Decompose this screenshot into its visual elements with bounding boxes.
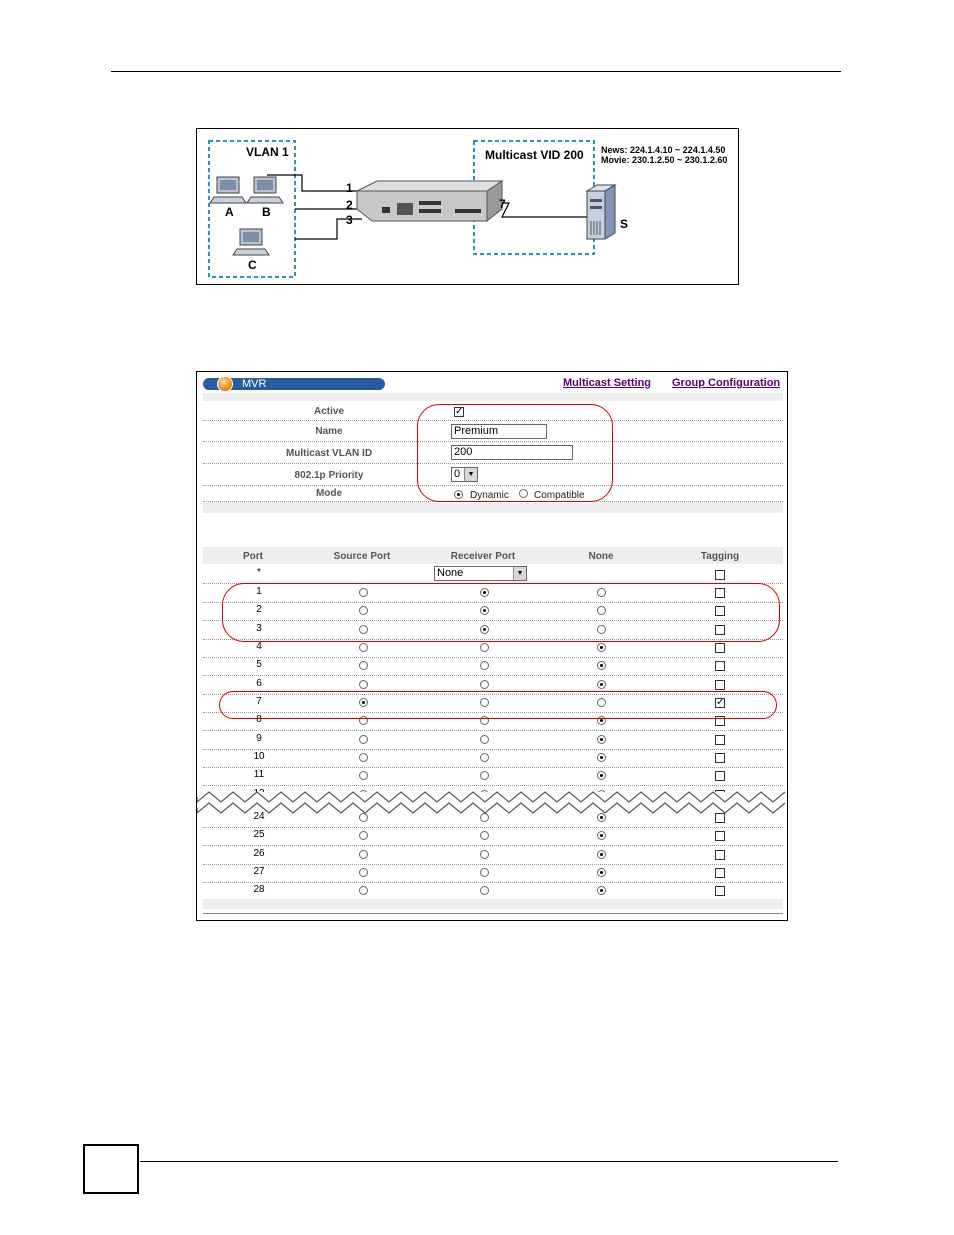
- tagging-checkbox[interactable]: [715, 886, 725, 896]
- port-number: 27: [253, 866, 265, 877]
- tagging-checkbox[interactable]: [715, 771, 725, 781]
- none-radio[interactable]: [597, 606, 606, 615]
- port-label-7: 7: [499, 197, 506, 211]
- source-port-radio[interactable]: [359, 680, 368, 689]
- table-row: [203, 827, 783, 846]
- source-port-radio[interactable]: [359, 606, 368, 615]
- table-row: [203, 749, 783, 768]
- movie-group-label: Movie: 230.1.2.50 ~ 230.1.2.60: [601, 155, 728, 165]
- host-label-a: A: [225, 205, 234, 219]
- name-input[interactable]: Premium: [451, 424, 547, 439]
- vlan-id-input[interactable]: 200: [451, 445, 573, 460]
- multicast-setting-link[interactable]: Multicast Setting: [563, 377, 652, 389]
- switch-icon: [357, 181, 502, 221]
- table-row: [203, 864, 783, 883]
- pc-a-icon: [210, 177, 246, 203]
- pc-c-icon: [233, 229, 269, 255]
- table-row: [203, 731, 783, 750]
- name-label: Name: [315, 426, 343, 437]
- tagging-checkbox[interactable]: [715, 735, 725, 745]
- port-number: 3: [256, 623, 262, 634]
- none-radio[interactable]: [597, 588, 606, 597]
- port-number: 1: [256, 586, 262, 597]
- receiver-port-radio[interactable]: [480, 643, 489, 652]
- server-icon: [587, 185, 615, 239]
- tagging-checkbox[interactable]: ✓: [716, 697, 725, 708]
- source-port-radio[interactable]: [359, 588, 368, 597]
- table-row: [203, 639, 783, 658]
- title-orb-icon: [217, 376, 233, 392]
- source-port-radio[interactable]: [359, 771, 368, 780]
- form-bottom-band: [203, 503, 783, 513]
- none-radio[interactable]: [597, 680, 606, 689]
- table-bottom-rule: [203, 913, 783, 914]
- port-number: 28: [253, 884, 265, 895]
- vlan-dashed-box: [209, 141, 295, 277]
- vlan-label: Multicast VLAN ID: [285, 448, 373, 459]
- server-label: S: [620, 217, 629, 231]
- source-port-radio[interactable]: [359, 735, 368, 744]
- table-row: [203, 584, 783, 603]
- port-number: 9: [256, 733, 262, 744]
- col-header-none: None: [588, 551, 614, 562]
- table-row: [203, 602, 783, 621]
- receiver-port-radio[interactable]: [480, 831, 489, 840]
- vlan-label: VLAN 1: [246, 145, 289, 159]
- source-port-radio[interactable]: [359, 886, 368, 895]
- table-row: [203, 621, 783, 640]
- port-number: 6: [256, 678, 262, 689]
- receiver-port-radio[interactable]: [480, 771, 489, 780]
- footer-rule: [140, 1161, 838, 1162]
- none-radio[interactable]: [597, 831, 606, 840]
- port-number: 10: [253, 751, 265, 762]
- source-port-radio[interactable]: [359, 625, 368, 634]
- active-label: Active: [313, 406, 344, 417]
- col-header-receiver: Receiver Port: [450, 551, 516, 562]
- source-port-radio[interactable]: [359, 643, 368, 652]
- page-title: MVR: [242, 378, 267, 390]
- receiver-port-radio[interactable]: [480, 680, 489, 689]
- table-row: [203, 767, 783, 786]
- port-number: 4: [256, 641, 262, 652]
- mvr-network-diagram: [196, 128, 739, 285]
- table-bottom-band: [203, 899, 783, 909]
- table-row: [203, 657, 783, 676]
- all-ports-select-value: None: [437, 567, 464, 579]
- mode-compatible-label: Compatible: [534, 490, 585, 501]
- table-row: [203, 712, 783, 731]
- all-ports-label: *: [257, 567, 261, 578]
- table-row: [203, 694, 783, 713]
- page-number-box: [83, 1144, 139, 1194]
- mvr-screen: [196, 371, 788, 921]
- col-header-tagging: Tagging: [700, 551, 740, 562]
- priority-select[interactable]: [451, 467, 478, 482]
- chevron-down-icon: ▼: [513, 567, 526, 580]
- priority-row: [203, 464, 783, 486]
- host-label-c: C: [248, 258, 257, 272]
- host-label-b: B: [262, 205, 271, 219]
- none-radio[interactable]: [597, 868, 606, 877]
- tagging-checkbox[interactable]: [715, 606, 725, 616]
- receiver-port-radio[interactable]: [480, 735, 489, 744]
- multicast-vid-label: Multicast VID 200: [485, 148, 584, 162]
- group-configuration-link[interactable]: Group Configuration: [672, 377, 781, 389]
- tagging-checkbox[interactable]: [715, 588, 725, 598]
- none-radio[interactable]: [597, 886, 606, 895]
- port-number: 26: [253, 848, 265, 859]
- none-radio[interactable]: [597, 735, 606, 744]
- port-number: 7: [256, 696, 262, 707]
- tagging-checkbox[interactable]: [715, 625, 725, 635]
- mode-dynamic-radio[interactable]: [454, 490, 463, 499]
- port-number: 2: [256, 604, 262, 615]
- receiver-port-radio[interactable]: [480, 868, 489, 877]
- priority-label: 802.1p Priority: [294, 470, 364, 481]
- port-label-2: 2: [346, 198, 353, 212]
- all-ports-select[interactable]: [434, 566, 527, 581]
- receiver-port-radio[interactable]: [480, 588, 489, 597]
- port-number: 25: [253, 829, 265, 840]
- port-number: 11: [253, 769, 265, 780]
- none-radio[interactable]: [597, 753, 606, 762]
- tagging-checkbox[interactable]: [715, 868, 725, 878]
- none-radio[interactable]: [597, 850, 606, 859]
- active-row: [203, 403, 783, 421]
- pc-b-icon: [247, 177, 283, 203]
- tagging-checkbox[interactable]: [715, 643, 725, 653]
- receiver-port-radio[interactable]: [480, 625, 489, 634]
- all-ports-tagging-checkbox[interactable]: [715, 570, 725, 580]
- source-port-radio[interactable]: [359, 868, 368, 877]
- table-row: [203, 676, 783, 695]
- col-header-port: Port: [243, 551, 263, 562]
- table-break-wave: [197, 788, 788, 818]
- source-port-radio[interactable]: [359, 661, 368, 670]
- receiver-port-radio[interactable]: [480, 698, 489, 707]
- table-row: [203, 846, 783, 865]
- receiver-port-radio[interactable]: [480, 850, 489, 859]
- source-port-radio[interactable]: [359, 716, 368, 725]
- none-radio[interactable]: [597, 698, 606, 707]
- port-number: 5: [256, 659, 262, 670]
- priority-value: 0: [454, 468, 461, 480]
- port-label-1: 1: [346, 181, 353, 195]
- tagging-checkbox[interactable]: [715, 680, 725, 690]
- tagging-checkbox[interactable]: [715, 831, 725, 841]
- source-port-radio[interactable]: [359, 850, 368, 859]
- port-number: 24: [253, 811, 265, 822]
- receiver-port-radio[interactable]: [480, 606, 489, 615]
- mode-dynamic-label: Dynamic: [470, 490, 509, 501]
- chevron-down-icon: ▼: [464, 468, 477, 481]
- tagging-checkbox[interactable]: [715, 850, 725, 860]
- receiver-port-radio[interactable]: [480, 716, 489, 725]
- mode-label: Mode: [315, 488, 343, 499]
- active-checkbox[interactable]: ✓: [455, 406, 464, 417]
- none-radio[interactable]: [597, 716, 606, 725]
- port-label-3: 3: [346, 213, 353, 227]
- source-port-radio[interactable]: [359, 698, 368, 707]
- source-port-radio[interactable]: [359, 753, 368, 762]
- tagging-checkbox[interactable]: [715, 661, 725, 671]
- source-port-radio[interactable]: [359, 831, 368, 840]
- mode-compatible-radio[interactable]: [519, 489, 528, 498]
- port-number: 8: [256, 714, 262, 725]
- news-group-label: News: 224.1.4.10 ~ 224.1.4.50: [601, 145, 726, 155]
- none-radio[interactable]: [597, 625, 606, 634]
- receiver-port-radio[interactable]: [480, 661, 489, 670]
- tagging-checkbox[interactable]: [715, 753, 725, 763]
- col-header-source: Source Port: [333, 551, 391, 562]
- form-top-band: [203, 393, 783, 401]
- none-radio[interactable]: [597, 661, 606, 670]
- tagging-checkbox[interactable]: [715, 716, 725, 726]
- receiver-port-radio[interactable]: [480, 753, 489, 762]
- receiver-port-radio[interactable]: [480, 886, 489, 895]
- none-radio[interactable]: [597, 643, 606, 652]
- none-radio[interactable]: [597, 771, 606, 780]
- header-rule: [111, 71, 841, 72]
